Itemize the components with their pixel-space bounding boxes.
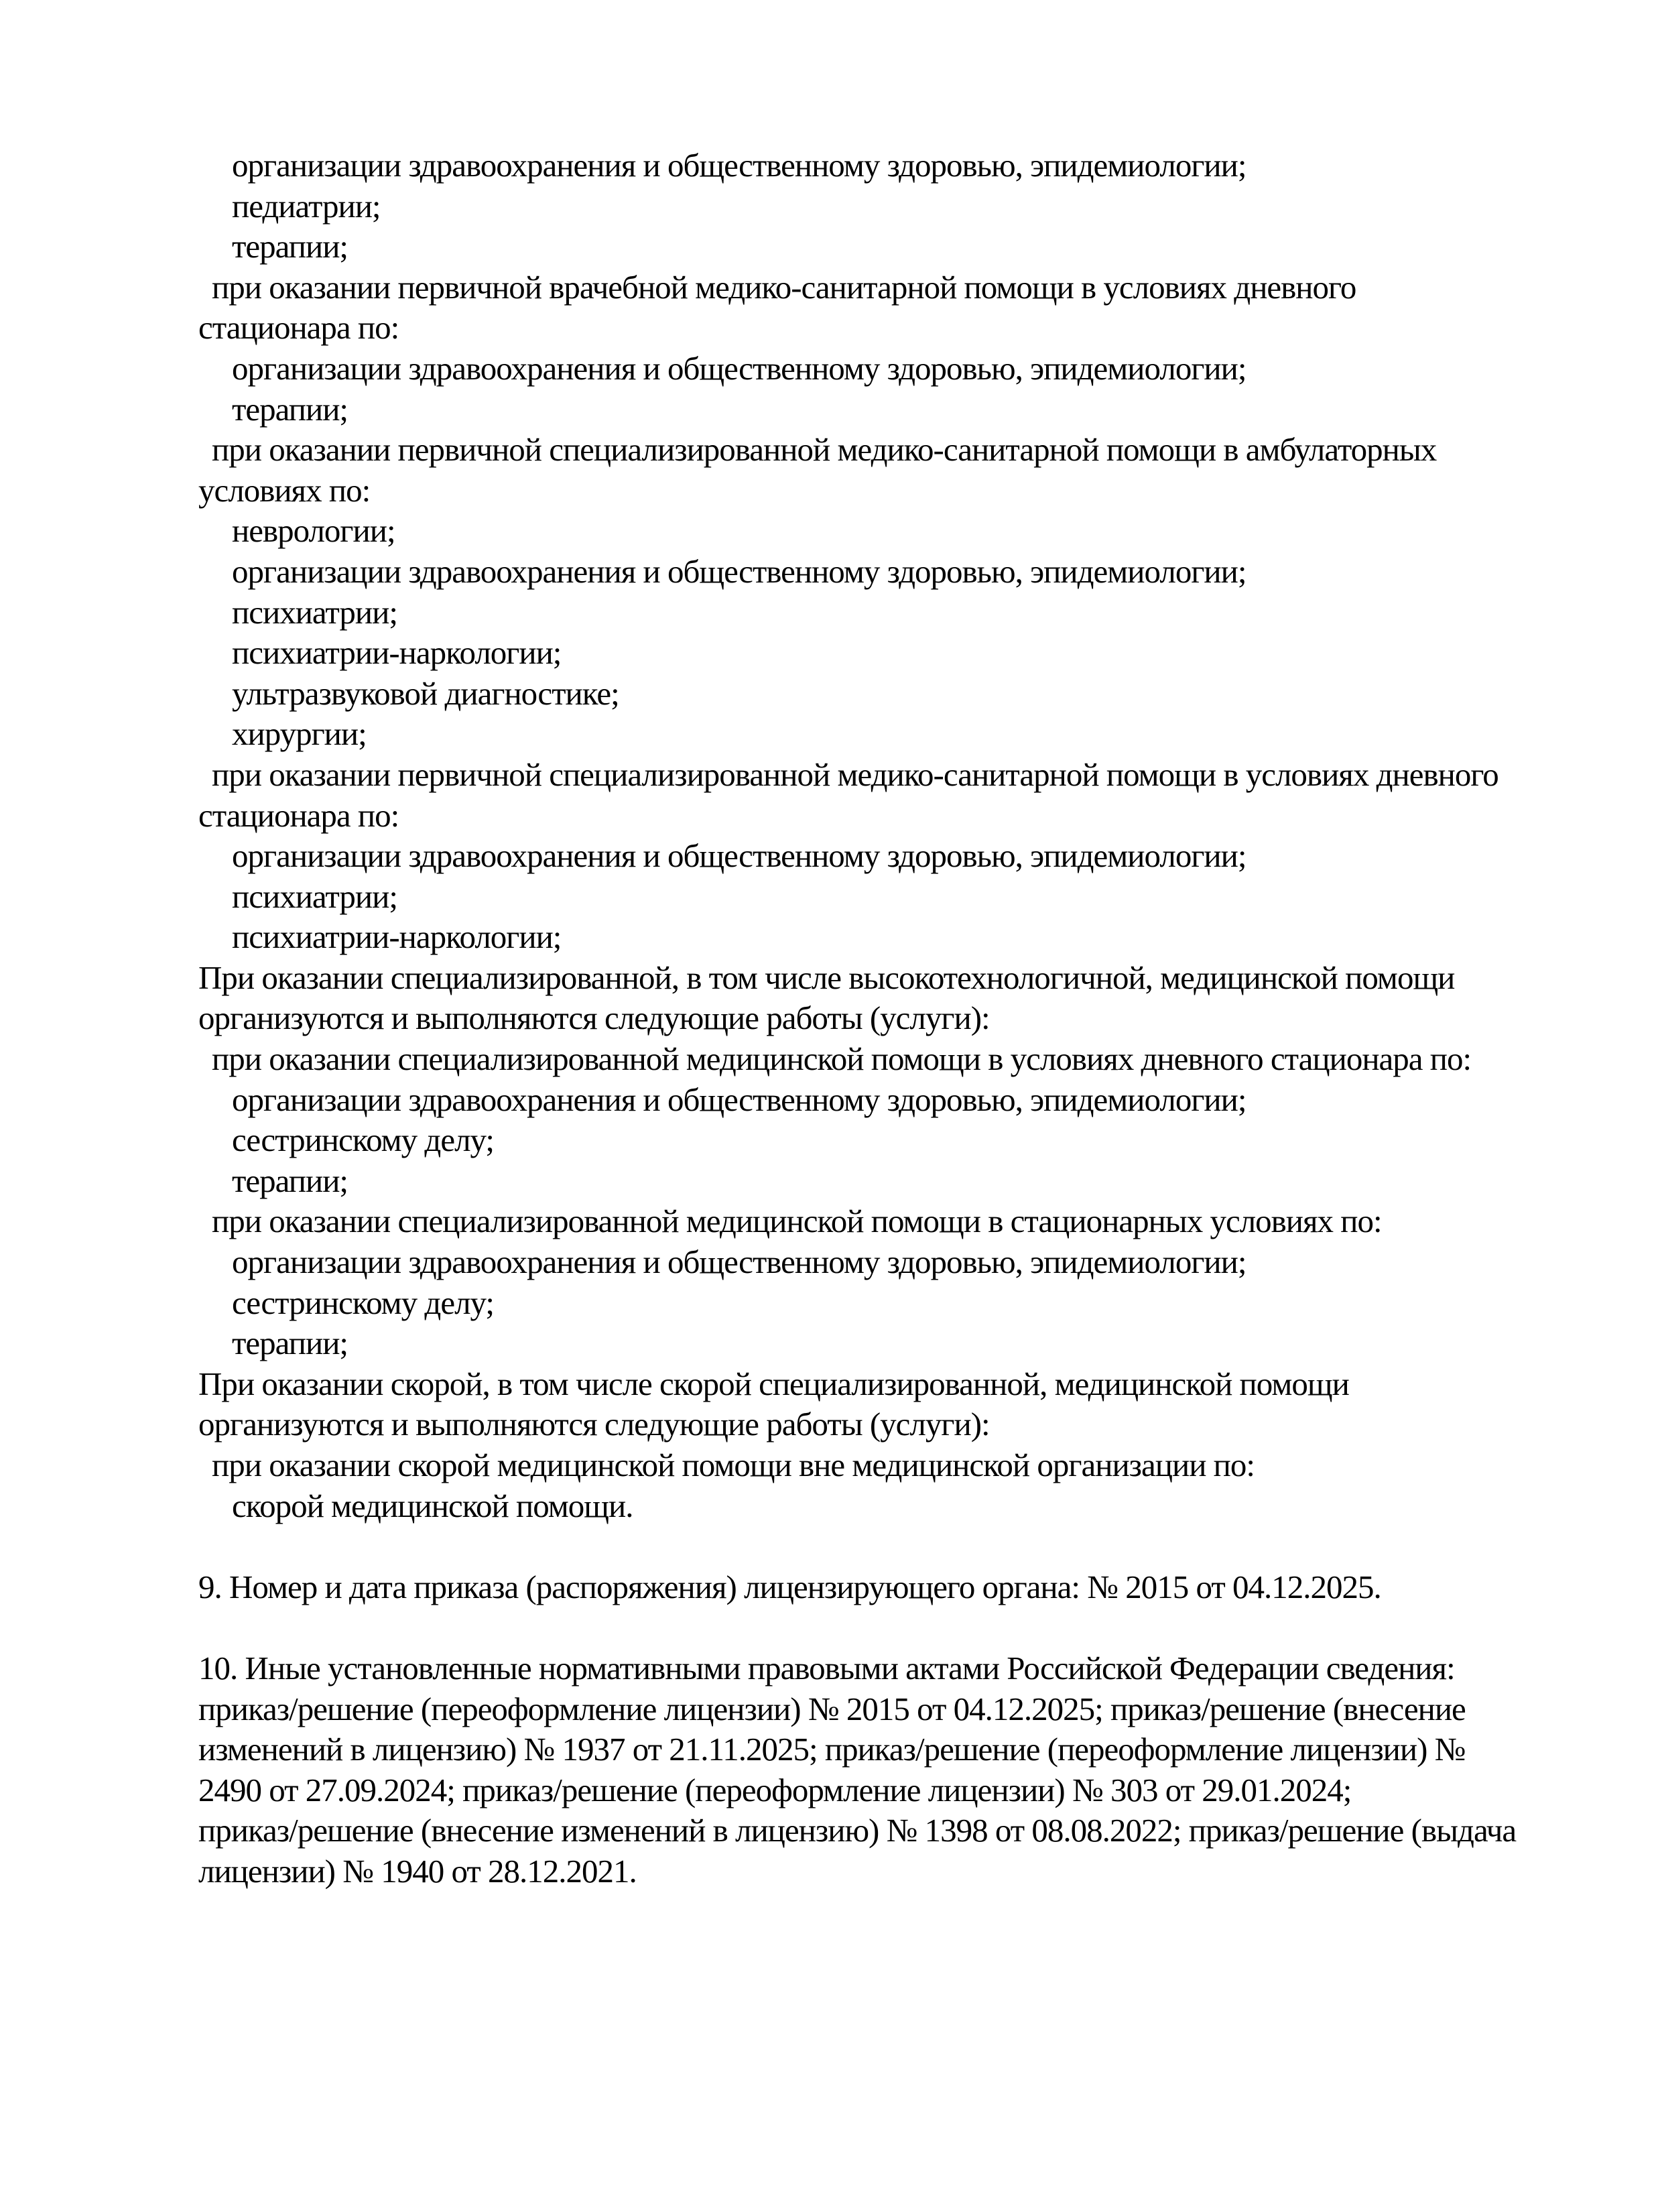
text-line: при оказании первичной специализированной медико-санитарной помощи в условиях дневного [212,755,1498,793]
text-line: при оказании первичной врачебной медико-санитарной помощи в условиях дневного [212,268,1356,306]
text-line: организации здравоохранения и общественному здоровью, эпидемиологии; [232,1081,1246,1118]
text-line: неврологии; [232,512,395,550]
text-line: условиях по: [198,471,371,509]
text-line: При оказании скорой, в том числе скорой специализированной, медицинской помощи [198,1365,1349,1402]
text-line: организации здравоохранения и общественному здоровью, эпидемиологии; [232,552,1246,590]
text-line: психиатрии-наркологии; [232,634,562,672]
text-line: при оказании первичной специализированной медико-санитарной помощи в амбулаторных [212,431,1437,469]
text-line: стационара по: [198,309,399,347]
text-line: при оказании специализированной медицинской помощи в условиях дневного стационара по: [212,1040,1472,1078]
text-line: изменений в лицензию) № 1937 от 21.11.2025; приказ/решение (переоформление лицензии) № [198,1731,1466,1768]
text-lines-container [198,145,1633,1892]
text-line: при оказании скорой медицинской помощи вне медицинской организации по: [212,1447,1255,1483]
text-line: организуются и выполняются следующие работы (услуги): [198,999,990,1037]
text-line: организации здравоохранения и общественному здоровью, эпидемиологии; [232,147,1246,184]
text-line: организации здравоохранения и общественному здоровью, эпидемиологии; [232,837,1246,875]
text-line: 9. Номер и дата приказа (распоряжения) лицензирующего органа: № 2015 от 04.12.2025. [198,1568,1381,1605]
text-line: при оказании специализированной медицинской помощи в стационарных условиях по: [212,1203,1382,1240]
text-line: стационара по: [198,796,399,834]
text-line: хирургии; [232,715,367,753]
text-line: психиатрии-наркологии; [232,918,562,956]
text-line: терапии; [232,1162,348,1199]
text-line: лицензии) № 1940 от 28.12.2021. [198,1852,637,1890]
text-line: приказ/решение (переоформление лицензии) № 2015 от 04.12.2025; приказ/решение (внесение [198,1690,1466,1727]
text-line: сестринскому делу; [232,1284,495,1321]
text-line: психиатрии; [232,877,397,915]
text-line: организации здравоохранения и общественному здоровью, эпидемиологии; [232,349,1246,387]
text-line: организации здравоохранения и общественному здоровью, эпидемиологии; [232,1243,1246,1281]
text-line: терапии; [232,390,348,428]
text-line [198,1607,1633,1648]
text-line: приказ/решение (внесение изменений в лицензию) № 1398 от 08.08.2022; приказ/решение (выдача [198,1812,1517,1849]
text-line: 2490 от 27.09.2024; приказ/решение (переоформление лицензии) № 303 от 29.01.2024; [198,1771,1352,1808]
text-line: организуются и выполняются следующие работы (услуги): [198,1406,990,1443]
text-line: терапии; [232,1325,348,1362]
text-line: ультразвуковой диагностике; [232,674,619,712]
text-line [198,1526,1633,1567]
text-line: скорой медицинской помощи. [232,1487,633,1524]
text-line: педиатрии; [232,187,381,225]
text-line: психиатрии; [232,593,397,631]
text-line: сестринскому делу; [232,1121,495,1159]
text-line: 10. Иные установленные нормативными правовыми актами Российской Федерации сведения: [198,1649,1455,1686]
text-line: При оказании специализированной, в том числе высокотехнологичной, медицинской помощи [198,959,1455,996]
text-line: терапии; [232,228,348,265]
